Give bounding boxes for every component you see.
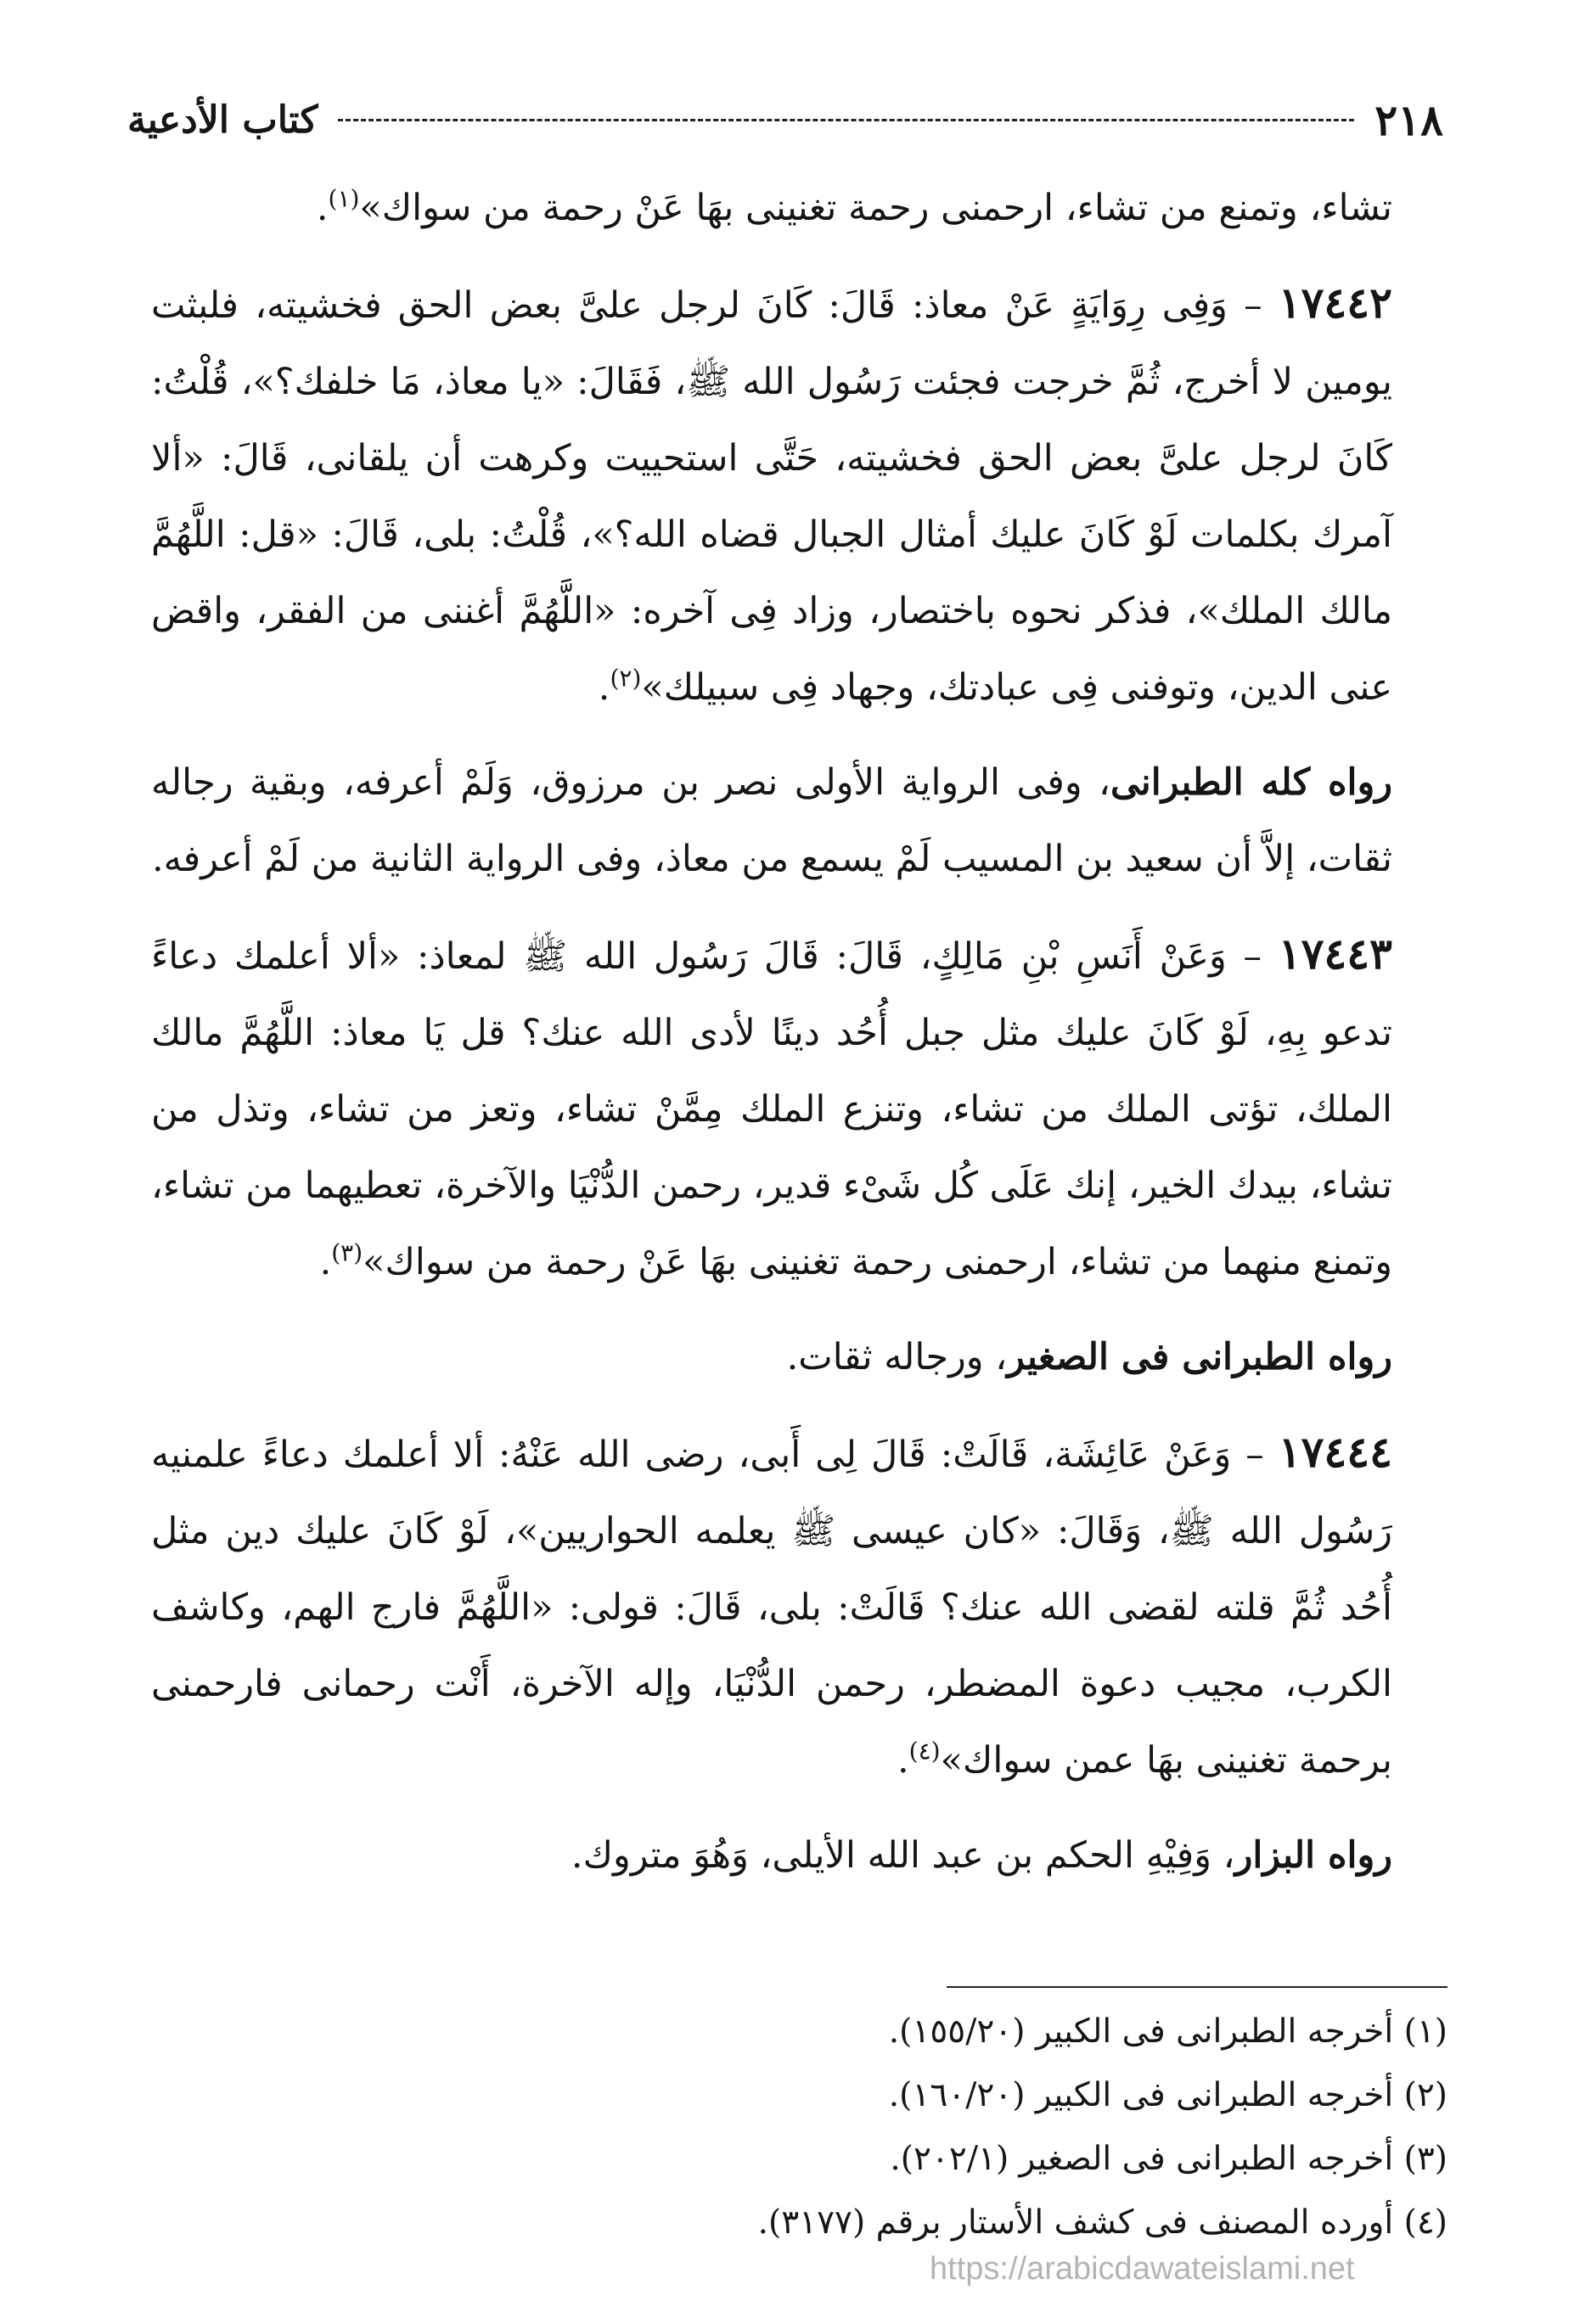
footnote-ref: (٤) <box>908 1737 941 1765</box>
paragraph-end: . <box>319 1241 332 1283</box>
hadith-number: ١٧٤٤٤ <box>1278 1427 1392 1477</box>
header-dashed-rule <box>338 119 1354 121</box>
book-title: كتاب الأدعية <box>127 98 318 142</box>
paragraph-continuation <box>151 170 1392 246</box>
watermark: https://arabicdawateislami.net <box>930 2251 1355 2287</box>
hadith-17443 <box>151 916 1392 1300</box>
note-text: ، وفى الرواية الأولى نصر بن مرزوق، وَلَمْ أعرفه، وبقية رجاله ثقات، إلاَّ أن سعيد بن المسيب لَمْ يسمع من معاذ، وفى الرواية الثانية من لَمْ أعرفه. <box>151 761 1392 880</box>
paragraph-end: . <box>897 1739 909 1782</box>
hadith-text: – وَعَنْ أَنَسِ بْنِ مَالِكٍ، قَالَ: قَالَ رَسُول الله ﷺ لمعاذ: «ألا أعلمك دعاءً تدعو بِهِ، لَوْ كَانَ عليك مثل جبل أُحُد دينًا لأدى الله عنك؟ قل يَا معاذ: اللَّهُمَّ مالك الملك، تؤتى الملك من تشاء، وتنزع الملك مِمَّنْ تشاء، وتعز من تشاء، وتذل من تشاء، بيدك الخير، إنك عَلَى كُل شَىْء قدير، رحمن الدُّنْيَا والآخرة، تعطيهما من تشاء، وتمنع منهما من تشاء، ارحمنى رحمة تغنينى بهَا عَنْ رحمة من سواك» <box>151 935 1392 1283</box>
footnote-ref: (٢) <box>610 664 642 693</box>
hadith-text: – وَعَنْ عَائِشَة، قَالَتْ: قَالَ لِى أَبى، رضى الله عَنْهُ: ألا أعلمك دعاءً علمنيه رَسُول الله ﷺ، وَقَالَ: «كان عيسى ﷺ يعلمه الحواريين»، لَوْ كَانَ عليك دين مثل أُحُد ثُمَّ قلته لقضى الله عنك؟ قَالَتْ: بلى، قَالَ: قولى: «اللَّهُمَّ فارج الهم، وكاشف الكرب، مجيب دعوة المضطر، رحمن الدُّنْيَا، وإله الآخرة، أَنْت رحمانى فارحمنى برحمة تغنينى بهَا عمن سواك» <box>151 1434 1392 1782</box>
note-text: ، وَفِيْهِ الحكم بن عبد الله الأيلى، وَهُوَ متروك. <box>571 1834 1235 1877</box>
paragraph-end: . <box>598 666 610 709</box>
footnote-3: (٣) أخرجه الطبرانى فى الصغير (٢٠٢/١). <box>890 2140 1448 2178</box>
hadith-17442 <box>151 265 1392 726</box>
footnote-separator <box>947 1986 1448 1988</box>
hadith-17444 <box>151 1414 1392 1799</box>
paragraph-end: . <box>316 187 329 229</box>
main-text <box>151 170 1392 1912</box>
narrator-source: رواه كله الطبرانى <box>1110 761 1392 804</box>
note-text: ، ورجاله ثقات. <box>786 1336 1008 1378</box>
page-header <box>127 90 1443 149</box>
narrator-source: رواه البزار <box>1234 1834 1392 1877</box>
footnotes <box>594 2000 1448 2254</box>
paragraph-text: تشاء، وتمنع من تشاء، ارحمنى رحمة تغنينى بهَا عَنْ رحمة من سواك» <box>359 187 1392 229</box>
hadith-number: ١٧٤٤٣ <box>1278 929 1392 979</box>
footnote-1: (١) أخرجه الطبرانى فى الكبير (١٥٥/٢٠). <box>888 2012 1448 2051</box>
footnote-4: (٤) أورده المصنف فى كشف الأستار برقم (٣١٧٧). <box>757 2203 1448 2242</box>
narration-note <box>151 1817 1392 1894</box>
footnote-ref: (٣) <box>331 1238 363 1267</box>
hadith-number: ١٧٤٤٢ <box>1278 278 1392 328</box>
hadith-text: – وَفِى رِوَايَةٍ عَنْ معاذ: قَالَ: كَانَ لرجل علىَّ بعض الحق فخشيته، فلبثت يومين لا أخرج، ثُمَّ خرجت فجئت رَسُول الله ﷺ، فَقَالَ: «يا معاذ، مَا خلفك؟»، قُلْتُ: كَانَ لرجل علىَّ بعض الحق فخشيته، حَتَّى استحييت وكرهت أن يلقانى، قَالَ: «ألا آمرك بكلمات لَوْ كَانَ عليك أمثال الجبال قضاه الله؟»، قُلْتُ: بلى، قَالَ: «قل: اللَّهُمَّ مالك الملك»، فذكر نحوه باختصار، وزاد فِى آخره: «اللَّهُمَّ أغننى من الفقر، واقض عنى الدين، وتوفنى فِى عبادتك، وجهاد فِى سبيلك» <box>151 284 1392 709</box>
page-number: ٢١٨ <box>1374 94 1443 145</box>
narration-note <box>151 1319 1392 1395</box>
footnote-2: (٢) أخرجه الطبرانى فى الكبير (١٦٠/٢٠). <box>888 2076 1448 2114</box>
narration-note <box>151 744 1392 897</box>
footnote-ref: (١) <box>328 184 360 213</box>
narrator-source: رواه الطبرانى فى الصغير <box>1007 1336 1392 1378</box>
